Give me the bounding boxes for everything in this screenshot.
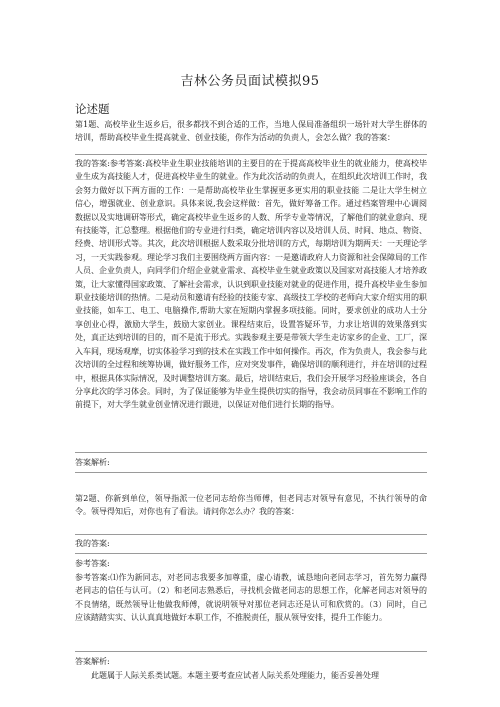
divider [75, 651, 427, 652]
question-2-analysis-label: 答案解析: [75, 657, 110, 666]
divider [75, 154, 427, 155]
question-1-analysis-label: 答案解析: [75, 458, 110, 467]
question-2-ref-answer: 参考答案:⑴作为新同志，对老同志我要多加尊重，虚心请教，诚恳地向老同志学习，首先努力赢得老同志的信任与认可。（2）和老同志熟悉后，寻找机会做老同志的思想工作，化解老同志对领导的不良情绪，既然领导让他做我师傅，就说明领导对那位老同志还是认可和欣赏的。（3）同时，自己应该踏踏实实、认认真真地做好本职工作，不推脱责任，服从领导安排，提升工作能力。 [75, 573, 427, 623]
divider [75, 534, 427, 535]
question-2-my-answer: 我的答案: [75, 539, 110, 548]
question-2-analysis-text: 此题属于人际关系类试题。本题主要考查应试者人际关系处理能力，能否妥善处理 [91, 671, 379, 680]
question-2-text: 第2题、你新到单位，领导指派一位老同志给你当师傅，但老同志对领导有意见，不执行领导的命令。领导得知后，对你也有了看法。请问你怎么办？我的答案： [75, 494, 427, 517]
question-2-ref-label: 参考答案: [75, 559, 110, 568]
divider [75, 472, 427, 473]
question-1-answer: 我的答案:参考答案:高校毕业生职业技能培训的主要目的在于提高高校毕业生的就业能力，使高校毕业生成为高技能人才，促进高校毕业生的就业。作为此次活动的负责人，在组织此次培训工作时，我会努力做好以下两方面的工作：一是帮助高校毕业生掌握更多更实用的职业技能 二是让大学生树立信心，增强就业、创业意识。具体来说,我会这样做：首先，做好筹备工作。通过档案管理中心调阅数据以及实地调研等形式，确定高校毕业生返乡的人数、所学专业等情况，了解他们的就业意向、现有技能等，汇总整理。根据他们的专业进行归类，确定培训内容以及培训人员、时间、地点、物资、经费、培训形式等。其次，此次培训根据人数采取分批培训的方式，每期培训为期两天：一天理论学习，一天实践参观。理论学习我们主要围绕两方面内容：一是邀请政府人力资源和社会保障局的工作人员、企业负责人，向同学们介绍企业就业需求、高校毕业生就业政策以及国家对高技能人才培养政策，让大家懂得国家政策、了解社会需求，认识到职业技能对就业的促进作用，提升高校毕业生参加职业技能培训的热情。二是动员和邀请有经验的技能专家、高级技工学校的老师向大家介绍实用的职业技能，如车工、电工、电脑操作,帮助大家在短期内掌握多项技能。同时，要求创业的成功人士分享创业心得，激励大学生，鼓励大家创业。课程结束后，设置答疑环节，力求让培训的效果落到实处，真正达到培训的目的，而不是流于形式。实践参观主要是带领大学生走访家乡的企业、工厂，深入车间，现场观摩，切实体验学习到的技术在实践工作中如何操作。再次，作为负责人，我会参与此次培训的全过程和统筹协调，做好服务工作，应对突发事件，确保培训的顺利进行，并在培训的过程中，根据具体实际情况，及时调整培训方案。最后，培训结束后，我们会开展学习经验座谈会，各自分享此次的学习体会。同时，为了保证能够为毕业生提供切实的指导，我会动员同事在不影响工作的前提下，对大学生就业创业情况进行跟进，以保证对他们进行长期的指导。 [75, 159, 427, 410]
page-title: 吉林公务员面试模拟95 [180, 74, 320, 89]
section-heading: 论述题 [75, 102, 110, 116]
question-1-text: 第1题、高校毕业生返乡后，很多都找不到合适的工作，当地人保局准备组织一场针对大学生群体的培训，帮助高校毕业生提高就业、创业技能，你作为活动的负责人，会怎么做？我的答案： [75, 120, 427, 143]
divider [75, 452, 427, 453]
divider [75, 553, 427, 554]
